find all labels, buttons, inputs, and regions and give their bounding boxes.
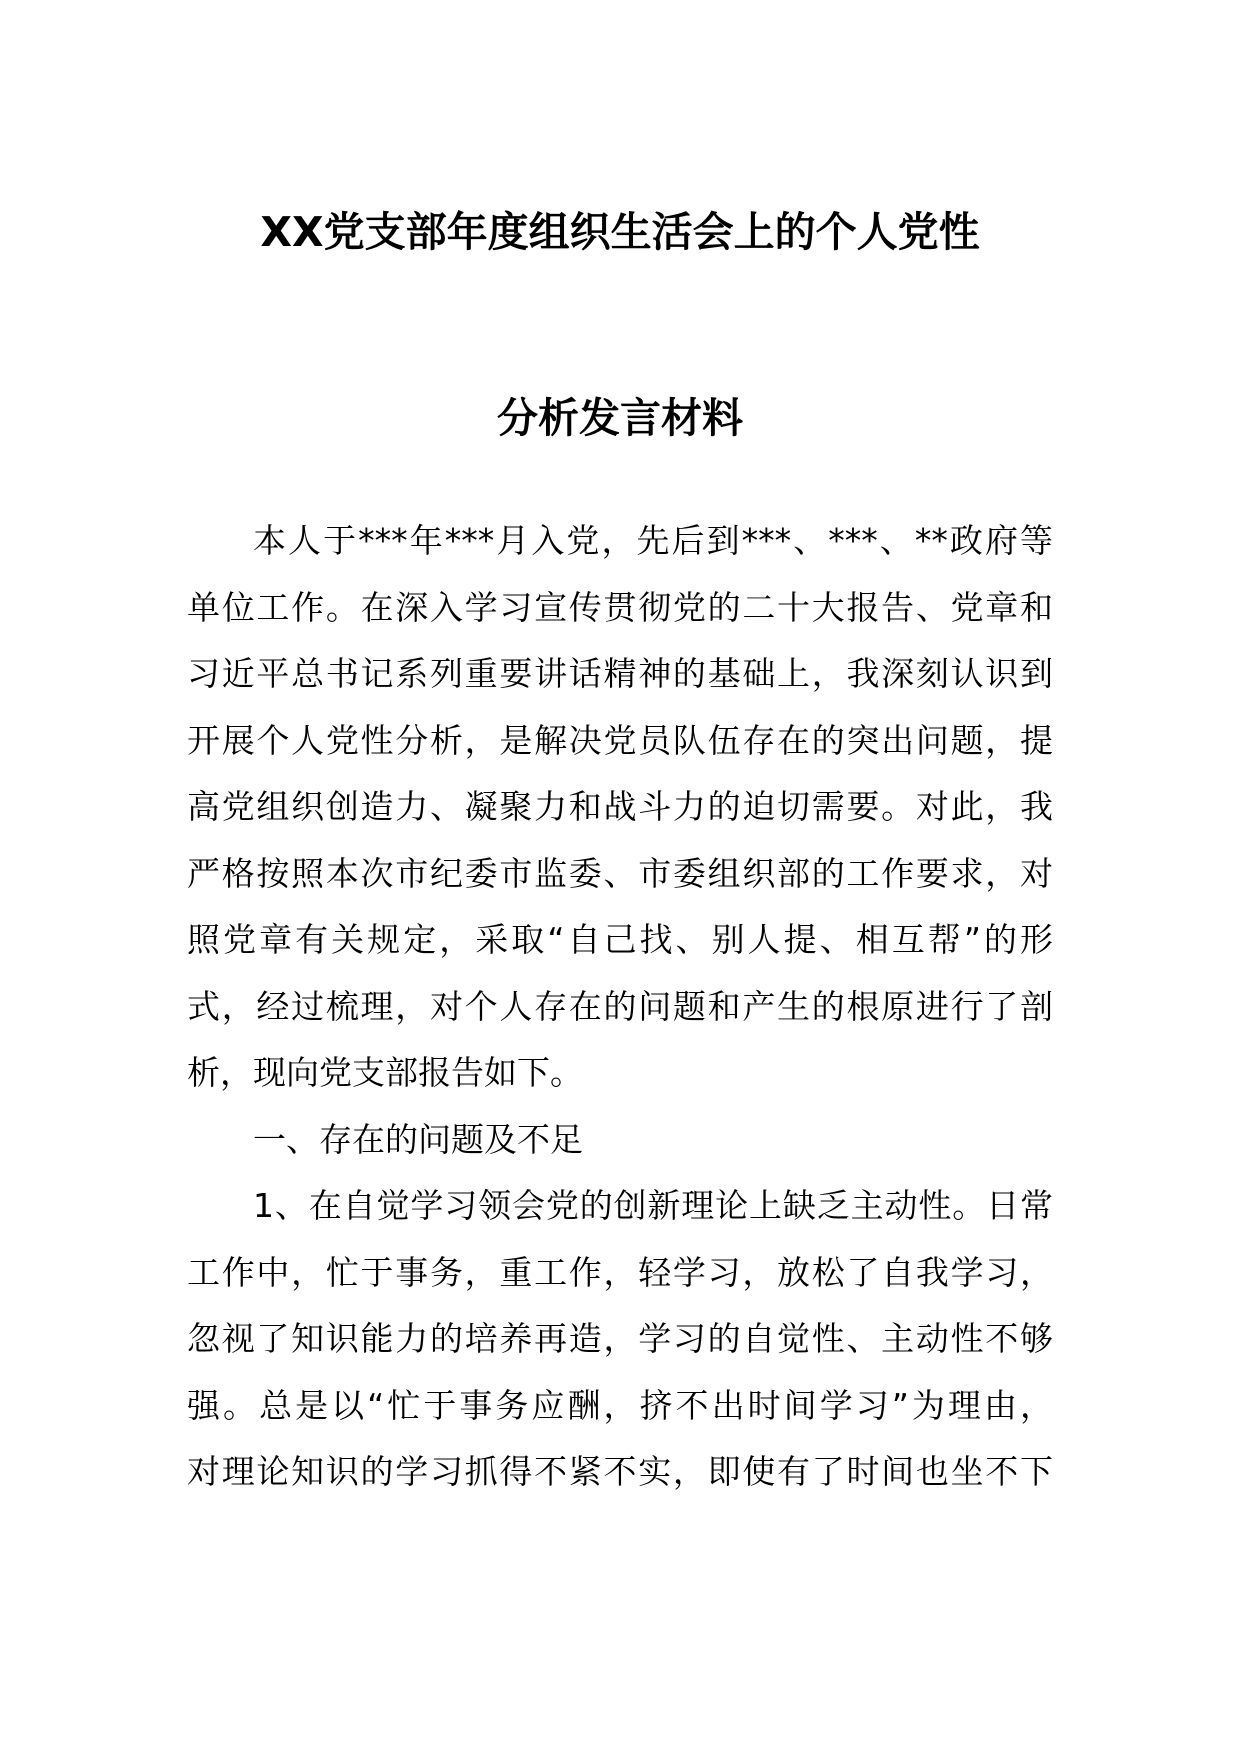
paragraph-1-line: 习近平总书记系列重要讲话精神的基础上，我深刻认识到 [187,654,1053,693]
paragraph-1-line: 单位工作。在深入学习宣传贯彻党的二十大报告、党章和 [187,587,1053,627]
paragraph-1-line: 高党组织创造力、凝聚力和战斗力的迫切需要。对此，我 [187,787,1053,826]
paragraph-1-line: 式，经过梳理，对个人存在的问题和产生的根原进行了剖 [187,986,1053,1026]
paragraph-2-line: 忽视了知识能力的培养再造，学习的自觉性、主动性不够 [187,1319,1053,1358]
section-heading: 一、存在的问题及不足 [253,1119,583,1159]
paragraph-1-line: 照党章有关规定，采取“自己找、别人提、相互帮”的形 [187,920,1053,959]
document-title-line-1: XX党支部年度组织生活会上的个人党性 [260,208,980,256]
paragraph-2-line: 强。总是以“忙于事务应酬，挤不出时间学习”为理由， [187,1385,1053,1425]
paragraph-1-line: 开展个人党性分析，是解决党员队伍存在的突出问题，提 [187,720,1053,760]
paragraph-2-line: 对理论知识的学习抓得不紧不实，即使有了时间也坐不下 [187,1452,1053,1491]
paragraph-1-line: 本人于***年***月入党，先后到***、***、**政府等 [253,521,1053,560]
document-title-line-2: 分析发言材料 [497,394,743,442]
paragraph-2-line: 1、在自觉学习领会党的创新理论上缺乏主动性。日常 [253,1186,1053,1225]
document-body [187,508,1053,1506]
paragraph-1-line: 析，现向党支部报告如下。 [187,1053,583,1092]
paragraph-2-line: 工作中，忙于事务，重工作，轻学习，放松了自我学习， [187,1252,1053,1292]
paragraph-1-line: 严格按照本次市纪委市监委、市委组织部的工作要求，对 [187,853,1053,893]
